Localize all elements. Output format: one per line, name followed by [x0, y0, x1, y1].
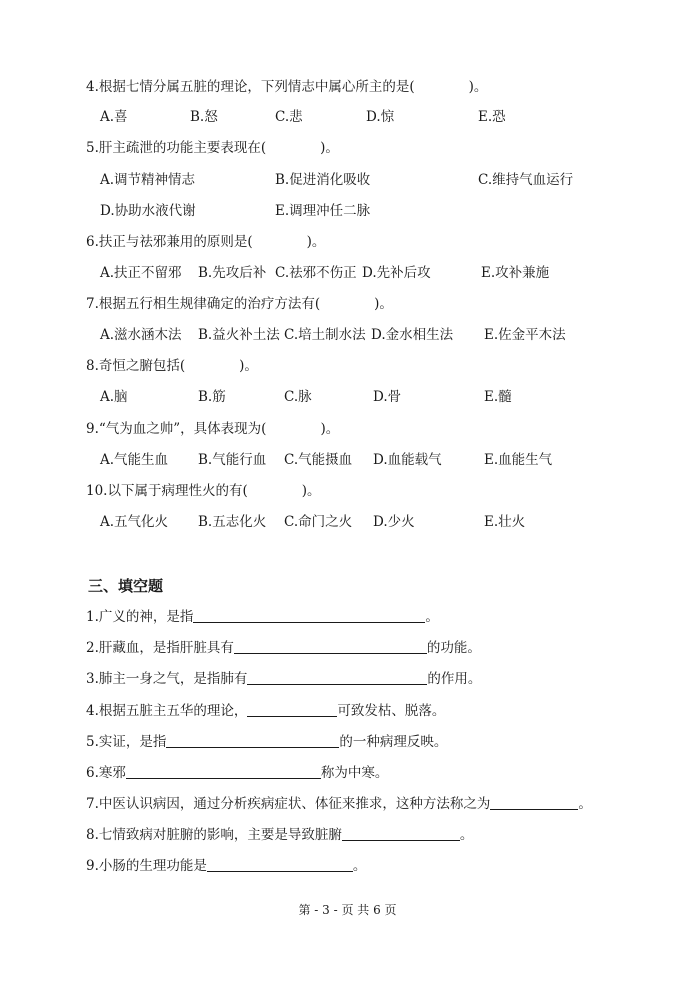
fill-question-text: 。	[578, 796, 592, 812]
answer-blank[interactable]	[342, 826, 460, 841]
option-b: B.五志化火	[198, 514, 267, 530]
fill-question	[86, 795, 592, 813]
question-stem: 8.奇恒之腑包括( )。	[86, 358, 258, 374]
option-d: D.金水相生法	[371, 327, 454, 343]
fill-question-text: 的作用。	[427, 671, 482, 687]
answer-blank[interactable]	[193, 608, 425, 623]
fill-question-text: 的功能。	[426, 640, 481, 656]
fill-question-text: 4.根据五脏主五华的理论，	[86, 703, 248, 719]
fill-question-text: 6.寒邪	[86, 765, 126, 781]
fill-question-text: 。	[425, 609, 439, 625]
question-stem: 7.根据五行相生规律确定的治疗方法有( )。	[86, 296, 393, 312]
fill-question-text: 的一种病理反映。	[339, 734, 448, 750]
option-a: A.调节精神情志	[100, 172, 196, 188]
question-stem: 6.扶正与祛邪兼用的原则是( )。	[86, 234, 326, 250]
option-c: C.脉	[284, 389, 312, 405]
option-e: E.佐金平木法	[484, 327, 566, 343]
fill-question-text: 。	[459, 827, 474, 843]
option-d: D.先补后攻	[362, 265, 431, 281]
answer-blank[interactable]	[234, 639, 427, 654]
fill-question	[86, 826, 473, 844]
fill-question-text: 3.肺主一身之气，是指肺有	[86, 671, 248, 687]
option-c: C.祛邪不伤正	[275, 265, 357, 281]
fill-question	[86, 639, 481, 657]
fill-question-text: 7.中医认识病因，通过分析疾病症状、体征来推求，这种方法称之为	[86, 796, 491, 812]
question-stem: 9.“气为血之帅”，具体表现为( )。	[86, 421, 340, 437]
option-a: A.喜	[100, 109, 128, 125]
question-stem: 4.根据七情分属五脏的理论，下列情志中属心所主的是( )。	[86, 79, 488, 95]
answer-blank[interactable]	[166, 733, 339, 748]
option-b: B.筋	[198, 389, 226, 405]
fill-question	[86, 857, 366, 875]
answer-blank[interactable]	[126, 764, 321, 779]
fill-question-text: 。	[352, 858, 367, 874]
fill-question	[86, 608, 439, 626]
option-c: C.气能摄血	[284, 452, 353, 468]
option-a: A.滋水涵木法	[100, 327, 182, 343]
option-b: B.益火补土法	[198, 327, 280, 343]
fill-question	[86, 670, 481, 688]
option-e: E.恐	[478, 109, 506, 125]
option-c: C.培土制水法	[284, 327, 366, 343]
option-e: E.攻补兼施	[481, 265, 550, 281]
fill-question-text: 2.肝藏血，是指肝脏具有	[86, 640, 234, 656]
option-b: B.怒	[190, 109, 218, 125]
option-a: A.脑	[100, 389, 128, 405]
question-stem: 5.肝主疏泄的功能主要表现在( )。	[86, 140, 339, 156]
fill-question-text: 8.七情致病对脏腑的影响，主要是导致脏腑	[86, 827, 342, 843]
answer-blank[interactable]	[247, 670, 427, 685]
option-e: E.调理冲任二脉	[275, 203, 371, 219]
option-a: A.扶正不留邪	[100, 265, 182, 281]
option-a: A.气能生血	[100, 452, 169, 468]
option-e: E.壮火	[484, 514, 526, 530]
option-d: D.血能载气	[373, 452, 442, 468]
option-d: D.骨	[373, 389, 402, 405]
option-b: B.先攻后补	[198, 265, 267, 281]
section-title: 三、填空题	[88, 577, 164, 595]
option-b: B.促进消化吸收	[275, 172, 371, 188]
page-footer: 第 - 3 - 页 共 6 页	[298, 903, 397, 917]
fill-question	[86, 764, 388, 782]
option-d: D.协助水液代谢	[100, 203, 196, 219]
fill-question	[86, 702, 445, 720]
option-b: B.气能行血	[198, 452, 267, 468]
option-c: C.悲	[275, 109, 303, 125]
answer-blank[interactable]	[247, 702, 337, 717]
option-e: E.血能生气	[484, 452, 553, 468]
option-a: A.五气化火	[100, 514, 169, 530]
fill-question	[86, 733, 447, 751]
fill-question-text: 9.小肠的生理功能是	[86, 858, 207, 874]
option-d: D.少火	[373, 514, 415, 530]
answer-blank[interactable]	[490, 795, 578, 810]
option-d: D.惊	[366, 109, 395, 125]
fill-question-text: 1.广义的神，是指	[86, 609, 194, 625]
question-stem: 10.以下属于病理性火的有( )。	[86, 483, 321, 499]
option-c: C.命门之火	[284, 514, 353, 530]
fill-question-text: 称为中寒。	[320, 765, 389, 781]
fill-question-text: 5.实证，是指	[86, 734, 167, 750]
option-e: E.髓	[484, 389, 512, 405]
option-c: C.维持气血运行	[478, 172, 574, 188]
fill-question-text: 可致发枯、脱落。	[337, 703, 446, 719]
answer-blank[interactable]	[207, 857, 353, 872]
